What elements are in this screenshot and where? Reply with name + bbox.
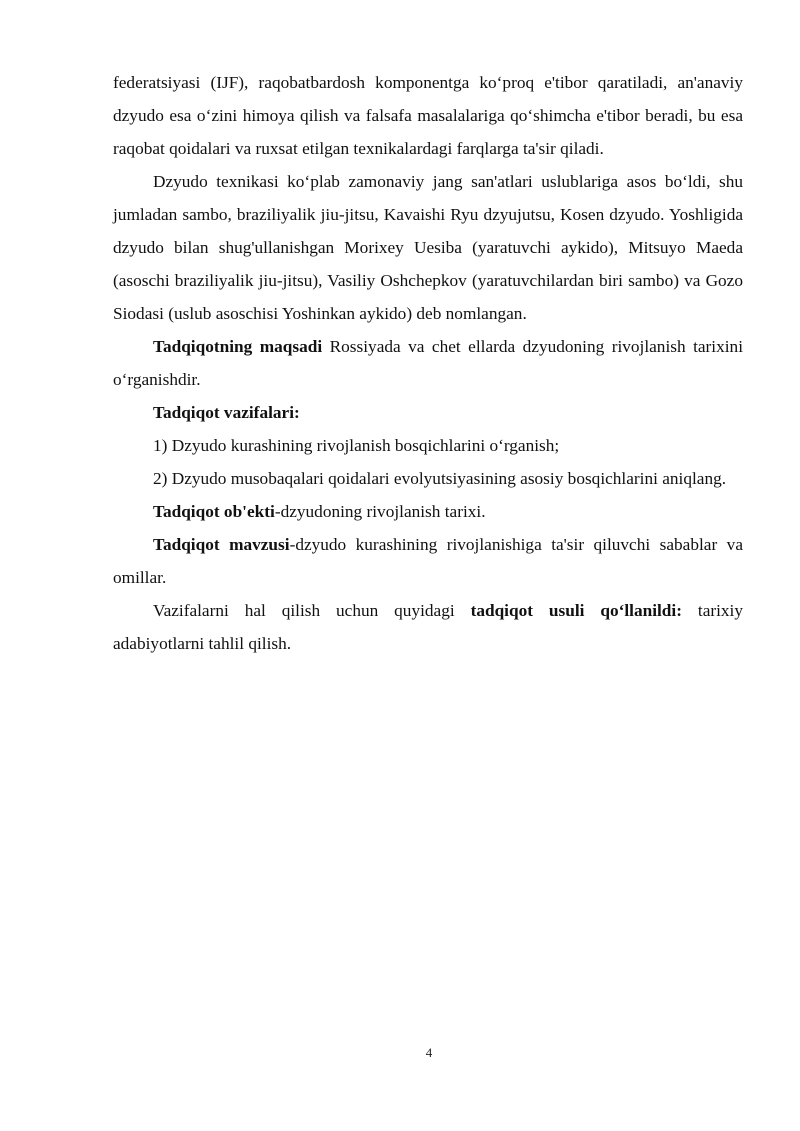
research-goal-label: Tadqiqotning maqsadi — [153, 337, 323, 356]
paragraph-ijf: federatsiyasi (IJF), raqobatbardosh komponentga ko‘proq e'tibor qaratiladi, an'anaviy dzyudo esa o‘zini himoya qilish va falsafa masalalariga qo‘shimcha e'tibor beradi, bu esa raqobat qoidalari va ruxsat etilgan texnikalardagi farqlarga ta'sir qiladi. — [113, 73, 743, 158]
research-method-text: tarixiy adabiyotlarni tahlil qilish. — [113, 601, 743, 653]
research-object-label: Tadqiqot ob'ekti — [153, 502, 275, 521]
page-number: 4 — [425, 1045, 433, 1060]
research-tasks-heading — [113, 396, 743, 429]
research-object-text: -dzyudoning rivojlanish tarixi. — [274, 502, 486, 521]
research-task-item: 1) Dzyudo kurashining rivojlanish bosqichlarini o‘rganish; — [153, 436, 560, 455]
research-subject — [113, 528, 743, 594]
research-task-item: 2) Dzyudo musobaqalari qoidalari evolyutsiyasining asosiy bosqichlarini aniqlang. — [153, 469, 727, 488]
research-subject-label: Tadqiqot mavzusi — [153, 535, 290, 554]
research-method-intro: Vazifalarni hal qilish uchun quyidagi — [153, 601, 471, 620]
research-goal — [113, 330, 743, 396]
research-subject-text: -dzyudo kurashining rivojlanishiga ta'sir qiluvchi sabablar va omillar. — [113, 535, 743, 587]
research-tasks-heading-text: Tadqiqot vazifalari: — [153, 403, 300, 422]
paragraph-techniques: Dzyudo texnikasi ko‘plab zamonaviy jang san'atlari uslublariga asos bo‘ldi, shu jumladan sambo, braziliyalik jiu-jitsu, Kavaishi Ryu dzyujutsu, Kosen dzyudo. Yoshligida dzyudo bilan shug'ullanishgan Morixey Uesiba (yaratuvchi aykido), Mitsuyo Maeda (asoschi braziliyalik jiu-jitsu), Vasiliy Oshchepkov (yaratuvchilardan biri sambo) va Gozo Siodasi (uslub asoschisi Yoshinkan aykido) deb nomlangan. — [113, 172, 743, 323]
research-method — [113, 594, 743, 660]
page-body — [113, 66, 743, 660]
research-goal-text: Rossiyada va chet ellarda dzyudoning rivojlanish tarixini o‘rganishdir. — [113, 337, 743, 389]
research-method-label: tadqiqot usuli qo‘llanildi: — [470, 601, 682, 620]
research-object — [113, 495, 743, 528]
